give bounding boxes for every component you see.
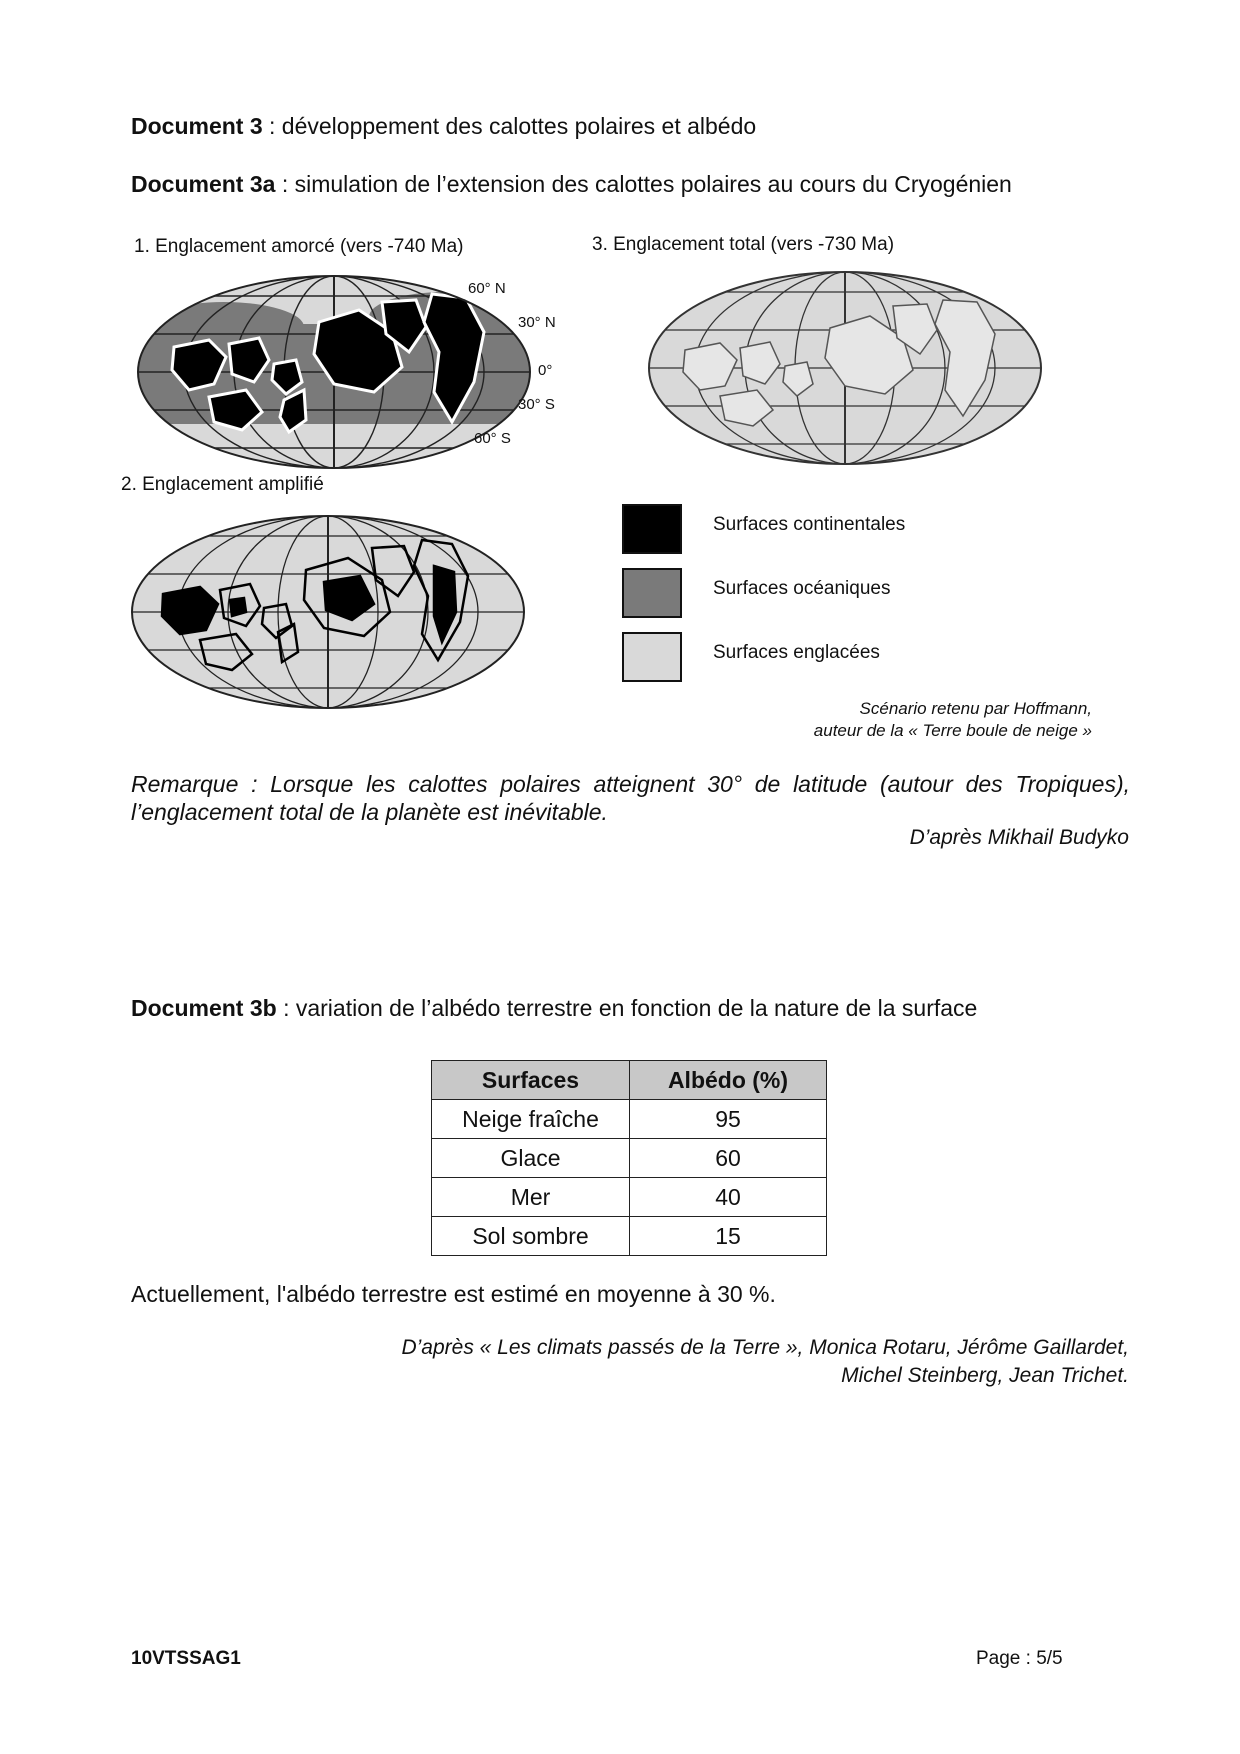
legend-label-oceanic: Surfaces océaniques: [713, 578, 891, 599]
remark-text: Remarque : Lorsque les calottes polaires atteignent 30° de latitude (autour des Tropiques), l’englacement total de la planète est inévitable.: [131, 771, 1130, 825]
column-header: Surfaces: [432, 1061, 630, 1100]
map2-title: 2. Englacement amplifié: [121, 474, 324, 495]
table-cell-albedo: 15: [630, 1217, 827, 1256]
map1-title: 1. Englacement amorcé (vers -740 Ma): [134, 236, 464, 257]
document-3b-heading: Document 3b : variation de l’albédo terrestre en fonction de la nature de la surface: [131, 995, 978, 1021]
footer-code: 10VTSSAG1: [131, 1648, 241, 1669]
table-cell-albedo: 40: [630, 1178, 827, 1217]
albedo-table: [431, 1060, 827, 1256]
table-cell-surface: Sol sombre: [432, 1217, 630, 1256]
table-cell-surface: Mer: [432, 1178, 630, 1217]
table-row: [432, 1217, 827, 1256]
remark-source: D’après Mikhail Budyko: [909, 826, 1129, 849]
latitude-label: 60° N: [468, 280, 506, 297]
legend-swatch-oceanic: [622, 568, 682, 618]
legend-label-glaciated: Surfaces englacées: [713, 642, 880, 663]
legend-swatch-continental: [622, 504, 682, 554]
document-3a-heading: Document 3a : simulation de l’extension des calottes polaires au cours du Cryogénien: [131, 171, 1012, 197]
map2-glaciation-amplified: [128, 512, 528, 712]
table-source: D’après « Les climats passés de la Terre », Monica Rotaru, Jérôme Gaillardet, Michel Steinberg, Jean Trichet.: [401, 1336, 1129, 1387]
table-row: [432, 1178, 827, 1217]
table-cell-surface: Glace: [432, 1139, 630, 1178]
table-cell-albedo: 95: [630, 1100, 827, 1139]
latitude-label: 30° N: [518, 314, 556, 331]
table-row: [432, 1100, 827, 1139]
latitude-label: 0°: [538, 362, 553, 379]
latitude-label: 60° S: [474, 430, 511, 447]
map3-title: 3. Englacement total (vers -730 Ma): [592, 234, 895, 255]
table-row: [432, 1139, 827, 1178]
maps-source: Scénario retenu par Hoffmann, auteur de la « Terre boule de neige »: [813, 699, 1092, 740]
table-cell-albedo: 60: [630, 1139, 827, 1178]
table-header-row: [432, 1061, 827, 1100]
map3-total-glaciation: [645, 268, 1045, 468]
footer-page-number: Page : 5/5: [976, 1648, 1063, 1669]
legend-swatch-glaciated: [622, 632, 682, 682]
legend-label-continental: Surfaces continentales: [713, 514, 906, 535]
latitude-label: 30° S: [518, 396, 555, 413]
table-cell-surface: Neige fraîche: [432, 1100, 630, 1139]
document-3-heading: Document 3 : développement des calottes polaires et albédo: [131, 113, 757, 139]
column-header: Albédo (%): [630, 1061, 827, 1100]
current-albedo-statement: Actuellement, l'albédo terrestre est estimé en moyenne à 30 %.: [131, 1281, 776, 1307]
